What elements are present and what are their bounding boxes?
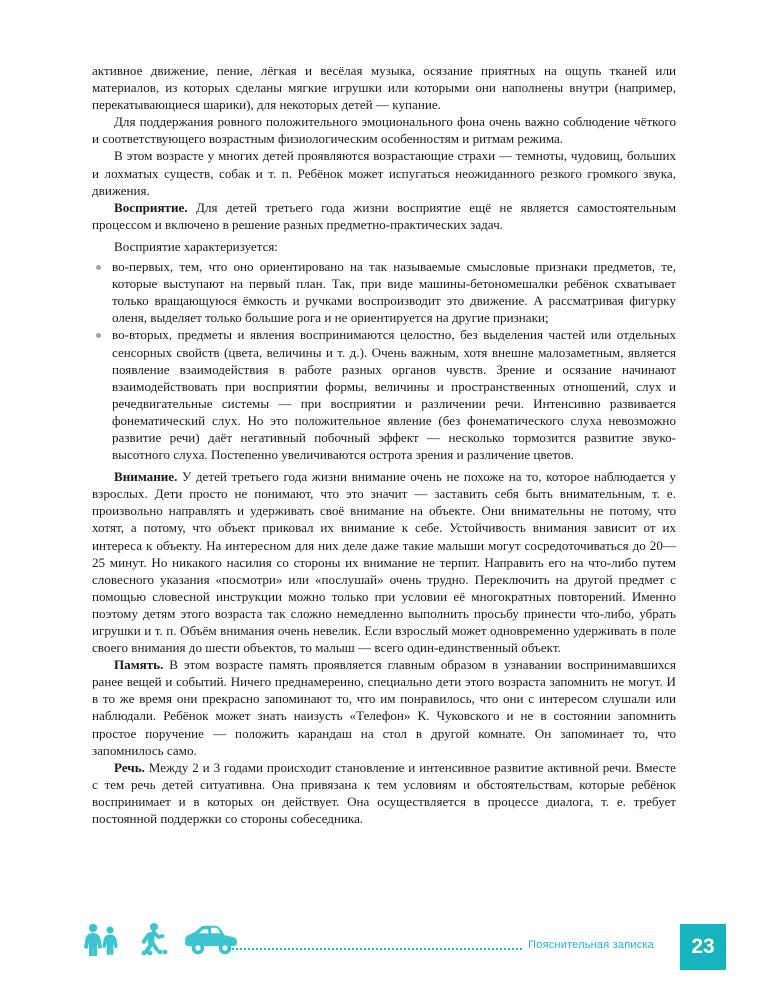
footer-section-label: Пояснительная записка bbox=[522, 939, 660, 951]
footer-decoration bbox=[82, 922, 240, 956]
page-body bbox=[92, 62, 676, 827]
children-playing-icon bbox=[82, 922, 122, 956]
paragraph-speech bbox=[92, 759, 676, 827]
memory-heading: Память. bbox=[114, 657, 164, 673]
page-footer bbox=[0, 912, 768, 988]
roller-skater-icon bbox=[136, 922, 170, 956]
paragraph-memory bbox=[92, 656, 676, 759]
bullet-dot-icon bbox=[96, 265, 112, 270]
attention-heading: Внимание. bbox=[114, 469, 178, 485]
list-item bbox=[92, 258, 676, 326]
paragraph-attention bbox=[92, 468, 676, 656]
paragraph-perception-characterized: Восприятие характеризуется: bbox=[114, 238, 279, 254]
page-number: 23 bbox=[680, 924, 726, 970]
paragraph-active-movement: активное движение, пение, лёгкая и весёлая музыка, осязание приятных на ощупь тканей или материалов, из которых сделаны мягкие игрушки или которыми они наполнены внутри (например, перекатывающиеся шарики), для некоторых детей — купание. bbox=[92, 63, 676, 113]
bullet-text-second: во-вторых, предметы и явления воспринимаются целостно, без выделения частей или отдельных сенсорных свойств (цвета, величины и т. д.). Очень важным, хотя внешне малозаметным, является появление взаимодействия в работе разных органов чувств. Зрение и осязание начинают взаимодействовать при восприятии формы, величины и пространственных отношений, слух и речедвигательные системы — при восприятии и различении речи. Интенсивно развивается фонематический слух. Но это положительное явление (без фонематического слуха невозможно развитие речи) даёт негативный побочный эффект — несколько тормозится развитие звуко-высотного слуха. Постепенно увеличиваются острота зрения и различение цветов. bbox=[112, 327, 676, 463]
perception-heading: Восприятие. bbox=[114, 199, 188, 215]
speech-heading: Речь. bbox=[114, 759, 145, 775]
attention-text: У детей третьего года жизни внимание очень не похоже на то, которое наблюдается у взрослых. Дети просто не понимают, что это значит — заставить себя быть внимательным, т. е. произвольно направлять и удерживать своё внимание на объекте. Они внимательны не потому, что хотят, а потому, что объект приковал их внимание к себе. Устойчивость внимания зависит от их интереса к объекту. На интересном для них деле даже такие малыши могут сосредоточиваться до 20—25 минут. Но никакого насилия со стороны их внимание не терпит. Направить его на что-либо путем словесного указания «посмотри» или «послушай» очень трудно. Переключить на другой предмет с помощью словесной инструкции можно только при условии её многократных повторений. Именно поэтому детям этого возраста так сложно немедленно выполнить просьбу принести что-либо, убрать игрушки и т. п. Объём внимания очень невелик. Если взрослый может одновременно удерживать в поле своего внимания до шести объектов, то малыш — всего один-единственный объект. bbox=[92, 469, 676, 656]
bullet-dot-icon bbox=[96, 333, 112, 338]
paragraph-perception bbox=[92, 199, 676, 233]
paragraph-fears: В этом возрасте у многих детей проявляются возрастающие страхи — темноты, чудовищ, больших и лохматых существ, собак и т. п. Ребёнок может испугаться неожиданного резкого громкого звука, движения. bbox=[92, 148, 676, 198]
list-item bbox=[92, 326, 676, 463]
bullet-text-first: во-первых, тем, что оно ориентировано на так называемые смысловые признаки предметов, те, которые выступают на первый план. Так, при виде машины-бетономешалки ребёнок схватывает только вращающуюся ёмкость и ручками воспроизводит это движение. А рассматривая фигурку оленя, выделяет только большие рога и не ориентируется на другие признаки; bbox=[112, 259, 676, 326]
perception-text: Для детей третьего года жизни восприятие ещё не является самостоятельным процессом и включено в решение разных предметно-практических задач. bbox=[92, 199, 676, 232]
memory-text: В этом возрасте память проявляется главным образом в узнавании воспринимавшихся ранее вещей и событий. Ничего преднамеренно, специально дети этого возраста запомнить не могут. И в то же время они прекрасно запоминают то, что им понравилось, что они с интересом слушали или наблюдали. Ребёнок может знать наизусть «Телефон» К. Чуковского и не в состоянии запомнить простое поручение — положить карандаш на стол в другой комнате. Он запоминает то, что запомнилось само. bbox=[92, 657, 676, 758]
paragraph-emotional-background: Для поддержания ровного положительного эмоционального фона очень важно соблюдение чёткого и соответствующего возрастным физиологическим особенностям и ритмам режима. bbox=[92, 114, 676, 147]
speech-text: Между 2 и 3 годами происходит становление и интенсивное развитие активной речи. Вместе с тем речь детей ситуативна. Она привязана к тем условиям и обстоятельствам, которые ребёнок воспринимает и в которых он действует. Она осуществляется в процессе диалога, т. е. требует постоянной поддержки со стороны собеседника. bbox=[92, 759, 676, 827]
